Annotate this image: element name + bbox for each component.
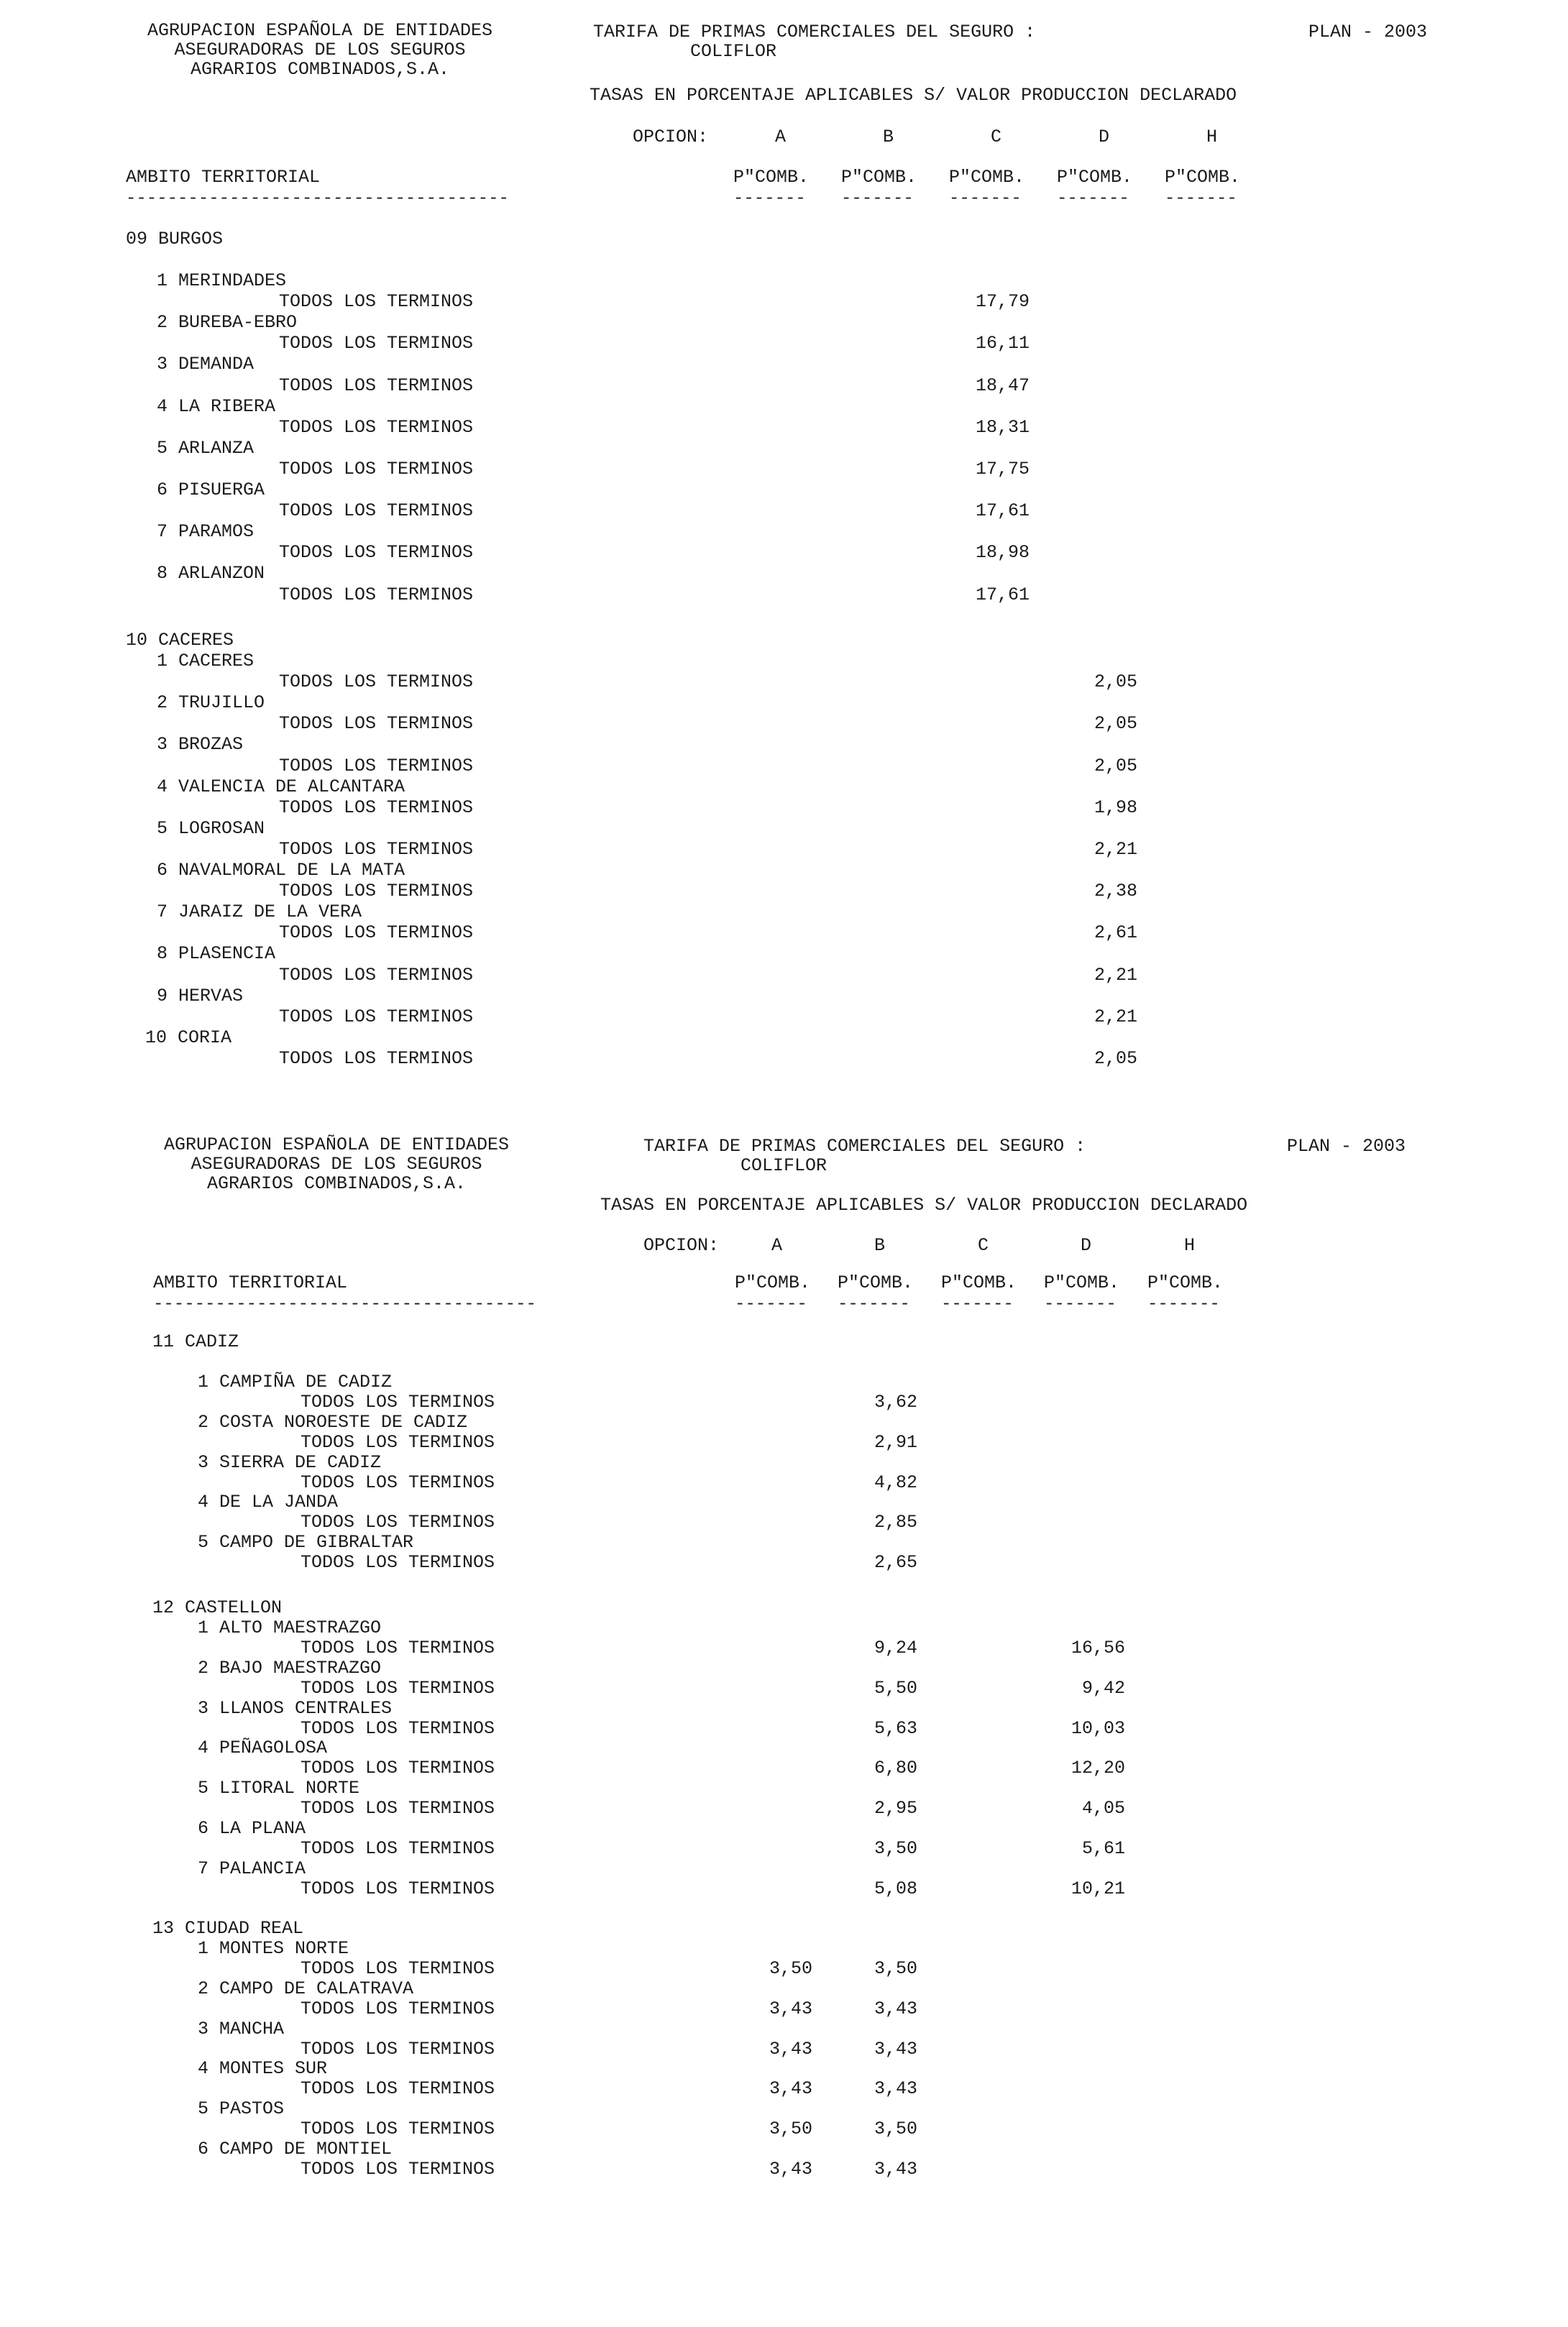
crop-name: COLIFLOR <box>690 41 777 62</box>
comarca-name: 8 ARLANZON <box>157 563 265 584</box>
rate-value-b: 3,43 <box>874 2038 917 2060</box>
comarca-name: 2 COSTA NOROESTE DE CADIZ <box>198 1411 468 1433</box>
term-label: TODOS LOS TERMINOS <box>301 1957 495 1979</box>
comarca-name: 10 CORIA <box>145 1027 232 1048</box>
comarca-name: 6 LA PLANA <box>198 1818 306 1839</box>
ambito-rule: ------------------------------------- <box>126 189 509 208</box>
option-c: C <box>991 127 1002 147</box>
rate-value-b: 2,91 <box>874 1431 917 1453</box>
column-rule-c: ------- <box>941 1295 1014 1314</box>
opcion-label: OPCION: <box>643 1235 720 1256</box>
org-line: AGRUPACION ESPAÑOLA DE ENTIDADES <box>147 20 493 41</box>
term-label: TODOS LOS TERMINOS <box>301 2078 495 2100</box>
rate-value-b: 3,43 <box>874 1998 917 2019</box>
plan-label: PLAN - 2003 <box>1308 22 1428 42</box>
rate-value-a: 3,43 <box>769 2078 812 2100</box>
rate-value-b: 3,43 <box>874 2158 917 2180</box>
option-h: H <box>1206 127 1218 147</box>
column-header-a: P"COMB. <box>735 1272 811 1293</box>
rate-value-a: 3,50 <box>769 1957 812 1979</box>
term-label: TODOS LOS TERMINOS <box>301 1472 495 1493</box>
rate-value-d: 2,05 <box>1094 713 1137 735</box>
comarca-name: 1 MERINDADES <box>157 270 287 291</box>
ambito-rule: ------------------------------------- <box>153 1295 536 1314</box>
rate-value-c: 18,98 <box>975 542 1030 564</box>
column-header-b: P"COMB. <box>841 167 917 188</box>
comarca-name: 2 BAJO MAESTRAZGO <box>198 1657 382 1679</box>
term-label: TODOS LOS TERMINOS <box>301 1431 495 1453</box>
term-label: TODOS LOS TERMINOS <box>279 542 474 564</box>
column-rule-d: ------- <box>1057 189 1129 208</box>
option-h: H <box>1184 1235 1196 1256</box>
rate-value-b: 5,63 <box>874 1717 917 1739</box>
term-label: TODOS LOS TERMINOS <box>279 881 474 902</box>
term-label: TODOS LOS TERMINOS <box>279 838 474 860</box>
comarca-name: 1 CAMPIÑA DE CADIZ <box>198 1372 393 1392</box>
opcion-label: OPCION: <box>633 127 709 147</box>
rate-value-d: 2,38 <box>1094 881 1137 902</box>
comarca-name: 7 JARAIZ DE LA VERA <box>157 901 362 923</box>
rate-value-d: 2,05 <box>1094 671 1137 693</box>
rate-value-b: 3,62 <box>874 1391 917 1413</box>
rate-value-d: 16,56 <box>1070 1637 1125 1658</box>
term-label: TODOS LOS TERMINOS <box>301 1552 495 1574</box>
rate-value-b: 9,24 <box>874 1637 917 1658</box>
term-label: TODOS LOS TERMINOS <box>279 1047 474 1069</box>
rate-value-d: 2,05 <box>1094 755 1137 776</box>
term-label: TODOS LOS TERMINOS <box>301 1512 495 1533</box>
term-label: TODOS LOS TERMINOS <box>279 713 474 735</box>
column-rule-b: ------- <box>841 189 914 208</box>
province-heading: 10 CACERES <box>126 630 234 651</box>
term-label: TODOS LOS TERMINOS <box>301 1798 495 1819</box>
comarca-name: 4 PEÑAGOLOSA <box>198 1738 328 1759</box>
term-label: TODOS LOS TERMINOS <box>279 964 474 986</box>
rate-value-d: 4,05 <box>1081 1798 1125 1819</box>
org-line: AGRARIOS COMBINADOS,S.A. <box>206 1173 467 1194</box>
comarca-name: 7 PALANCIA <box>198 1858 306 1879</box>
rate-value-d: 1,98 <box>1094 797 1137 818</box>
option-c: C <box>978 1235 989 1256</box>
term-label: TODOS LOS TERMINOS <box>279 291 474 313</box>
column-rule-c: ------- <box>949 189 1022 208</box>
comarca-name: 5 CAMPO DE GIBRALTAR <box>198 1532 414 1553</box>
option-a: A <box>775 127 787 147</box>
comarca-name: 1 MONTES NORTE <box>198 1938 349 1959</box>
rate-value-b: 5,08 <box>874 1878 917 1899</box>
rate-value-b: 3,43 <box>874 2078 917 2100</box>
term-label: TODOS LOS TERMINOS <box>279 584 474 605</box>
rate-value-d: 10,03 <box>1070 1717 1125 1739</box>
comarca-name: 4 DE LA JANDA <box>198 1492 339 1513</box>
rate-value-d: 2,61 <box>1094 922 1137 944</box>
rate-value-a: 3,43 <box>769 2038 812 2060</box>
column-header-b: P"COMB. <box>838 1272 914 1293</box>
comarca-name: 5 ARLANZA <box>157 437 255 459</box>
term-label: TODOS LOS TERMINOS <box>279 755 474 776</box>
comarca-name: 2 TRUJILLO <box>157 692 265 714</box>
column-rule-h: ------- <box>1147 1295 1220 1314</box>
comarca-name: 3 LLANOS CENTRALES <box>198 1697 393 1719</box>
option-a: A <box>771 1235 783 1256</box>
rate-value-d: 5,61 <box>1081 1837 1125 1859</box>
rate-value-b: 2,85 <box>874 1512 917 1533</box>
org-line: AGRUPACION ESPAÑOLA DE ENTIDADES <box>163 1134 510 1155</box>
column-header-h: P"COMB. <box>1165 167 1241 188</box>
column-header-c: P"COMB. <box>941 1272 1017 1293</box>
rate-value-d: 2,05 <box>1094 1047 1137 1069</box>
comarca-name: 6 CAMPO DE MONTIEL <box>198 2139 393 2160</box>
term-label: TODOS LOS TERMINOS <box>301 1391 495 1413</box>
term-label: TODOS LOS TERMINOS <box>279 671 474 693</box>
term-label: TODOS LOS TERMINOS <box>301 1637 495 1658</box>
comarca-name: 6 NAVALMORAL DE LA MATA <box>157 860 405 881</box>
tariff-title: TARIFA DE PRIMAS COMERCIALES DEL SEGURO : <box>643 1136 1086 1157</box>
comarca-name: 1 ALTO MAESTRAZGO <box>198 1617 382 1638</box>
column-header-d: P"COMB. <box>1044 1272 1120 1293</box>
term-label: TODOS LOS TERMINOS <box>301 1998 495 2019</box>
rate-value-b: 6,80 <box>874 1758 917 1779</box>
rate-value-a: 3,43 <box>769 2158 812 2180</box>
option-b: B <box>883 127 894 147</box>
comarca-name: 2 BUREBA-EBRO <box>157 312 298 334</box>
rate-value-c: 18,47 <box>975 375 1030 396</box>
term-label: TODOS LOS TERMINOS <box>301 1878 495 1899</box>
rate-value-d: 2,21 <box>1094 838 1137 860</box>
org-line: AGRARIOS COMBINADOS,S.A. <box>190 59 450 80</box>
subtitle: TASAS EN PORCENTAJE APLICABLES S/ VALOR PRODUCCION DECLARADO <box>600 1195 1248 1216</box>
comarca-name: 3 SIERRA DE CADIZ <box>198 1451 382 1473</box>
term-label: TODOS LOS TERMINOS <box>279 416 474 438</box>
column-header-d: P"COMB. <box>1057 167 1133 188</box>
column-rule-h: ------- <box>1165 189 1237 208</box>
term-label: TODOS LOS TERMINOS <box>279 375 474 396</box>
term-label: TODOS LOS TERMINOS <box>301 2038 495 2060</box>
comarca-name: 9 HERVAS <box>157 985 244 1006</box>
term-label: TODOS LOS TERMINOS <box>279 458 474 479</box>
rate-value-d: 2,21 <box>1094 964 1137 986</box>
rate-value-c: 17,79 <box>975 291 1030 313</box>
term-label: TODOS LOS TERMINOS <box>279 500 474 522</box>
column-rule-b: ------- <box>838 1295 910 1314</box>
term-label: TODOS LOS TERMINOS <box>279 922 474 944</box>
rate-value-c: 18,31 <box>975 416 1030 438</box>
comarca-name: 1 CACERES <box>157 651 255 671</box>
rate-value-b: 3,50 <box>874 1837 917 1859</box>
rate-value-a: 3,43 <box>769 1998 812 2019</box>
province-heading: 09 BURGOS <box>126 229 224 249</box>
term-label: TODOS LOS TERMINOS <box>301 1837 495 1859</box>
province-heading: 13 CIUDAD REAL <box>152 1918 304 1939</box>
rate-value-b: 3,50 <box>874 1957 917 1979</box>
term-label: TODOS LOS TERMINOS <box>301 1758 495 1779</box>
comarca-name: 4 VALENCIA DE ALCANTARA <box>157 776 405 797</box>
term-label: TODOS LOS TERMINOS <box>301 2119 495 2140</box>
org-line: ASEGURADORAS DE LOS SEGUROS <box>191 1154 482 1175</box>
tariff-title: TARIFA DE PRIMAS COMERCIALES DEL SEGURO : <box>593 22 1036 42</box>
column-header-h: P"COMB. <box>1147 1272 1224 1293</box>
comarca-name: 3 BROZAS <box>157 734 244 756</box>
plan-label: PLAN - 2003 <box>1287 1136 1406 1157</box>
comarca-name: 5 LOGROSAN <box>157 817 265 839</box>
comarca-name: 8 PLASENCIA <box>157 943 276 965</box>
term-label: TODOS LOS TERMINOS <box>279 333 474 354</box>
comarca-name: 5 PASTOS <box>198 2098 285 2120</box>
term-label: TODOS LOS TERMINOS <box>279 1006 474 1027</box>
rate-value-c: 16,11 <box>975 333 1030 354</box>
term-label: TODOS LOS TERMINOS <box>301 1677 495 1699</box>
rate-value-d: 9,42 <box>1081 1677 1125 1699</box>
comarca-name: 5 LITORAL NORTE <box>198 1778 360 1799</box>
comarca-name: 3 DEMANDA <box>157 354 255 375</box>
rate-value-c: 17,61 <box>975 584 1030 605</box>
rate-value-c: 17,61 <box>975 500 1030 522</box>
rate-value-b: 4,82 <box>874 1472 917 1493</box>
term-label: TODOS LOS TERMINOS <box>301 1717 495 1739</box>
rate-value-b: 2,95 <box>874 1798 917 1819</box>
comarca-name: 7 PARAMOS <box>157 521 255 543</box>
column-rule-d: ------- <box>1044 1295 1117 1314</box>
province-heading: 11 CADIZ <box>152 1331 239 1352</box>
rate-value-b: 2,65 <box>874 1552 917 1574</box>
column-header-c: P"COMB. <box>949 167 1025 188</box>
province-heading: 12 CASTELLON <box>152 1597 283 1618</box>
rate-value-b: 5,50 <box>874 1677 917 1699</box>
rate-value-d: 10,21 <box>1070 1878 1125 1899</box>
option-b: B <box>874 1235 886 1256</box>
comarca-name: 3 MANCHA <box>198 2018 285 2039</box>
rate-value-a: 3,50 <box>769 2119 812 2140</box>
comarca-name: 6 PISUERGA <box>157 479 265 500</box>
comarca-name: 4 MONTES SUR <box>198 2058 328 2080</box>
term-label: TODOS LOS TERMINOS <box>279 797 474 818</box>
ambito-label: AMBITO TERRITORIAL <box>126 167 321 188</box>
rate-value-c: 17,75 <box>975 458 1030 479</box>
rate-value-b: 3,50 <box>874 2119 917 2140</box>
option-d: D <box>1099 127 1110 147</box>
column-rule-a: ------- <box>735 1295 807 1314</box>
rate-value-d: 12,20 <box>1070 1758 1125 1779</box>
comarca-name: 2 CAMPO DE CALATRAVA <box>198 1978 414 1999</box>
org-line: ASEGURADORAS DE LOS SEGUROS <box>174 40 466 60</box>
term-label: TODOS LOS TERMINOS <box>301 2158 495 2180</box>
column-header-a: P"COMB. <box>733 167 810 188</box>
ambito-label: AMBITO TERRITORIAL <box>153 1272 348 1293</box>
crop-name: COLIFLOR <box>741 1155 827 1176</box>
rate-value-d: 2,21 <box>1094 1006 1137 1027</box>
option-d: D <box>1081 1235 1092 1256</box>
comarca-name: 4 LA RIBERA <box>157 395 276 417</box>
subtitle: TASAS EN PORCENTAJE APLICABLES S/ VALOR PRODUCCION DECLARADO <box>590 85 1237 106</box>
column-rule-a: ------- <box>733 189 806 208</box>
